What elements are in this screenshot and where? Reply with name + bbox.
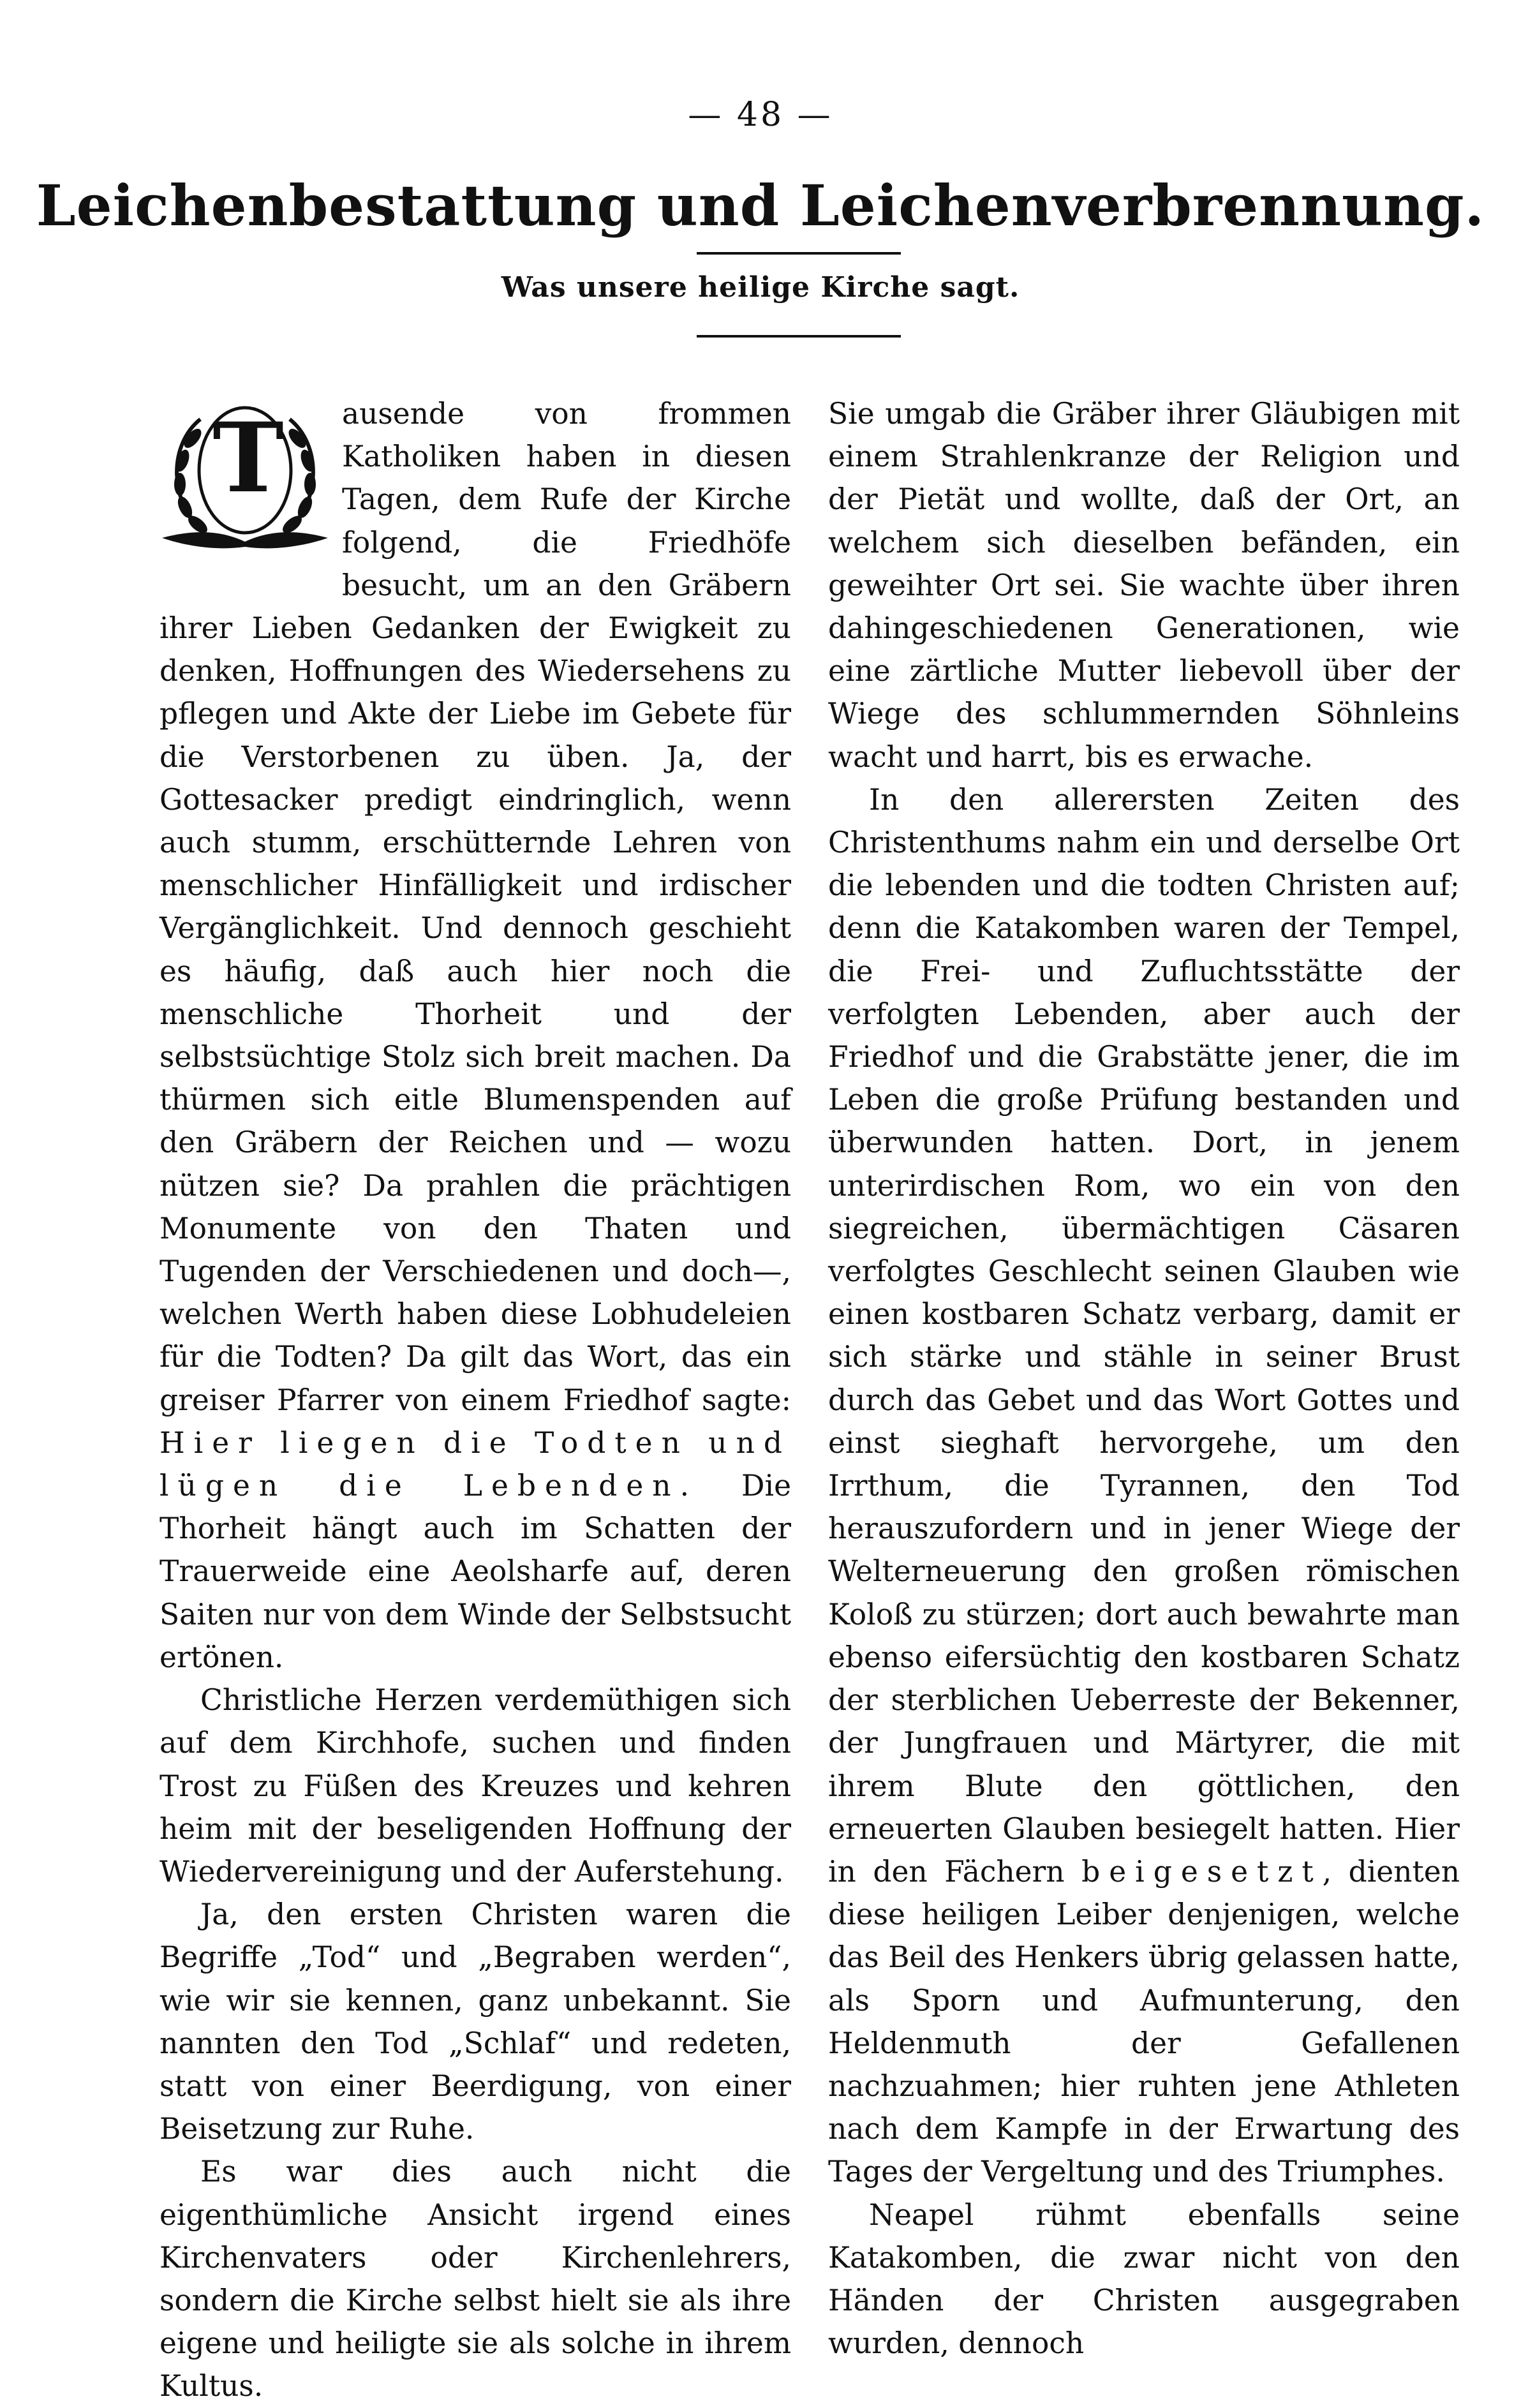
right-paragraph-3: Neapel rühmt ebenfalls seine Katakomben, die zwar nicht von den Händen der Christen ausgegraben wurden, dennoch bbox=[828, 2197, 1460, 2361]
right-paragraph-2-end: , dienten diese heiligen Leiber denjenigen, welche das Beil des Henkers übrig gelassen hatte, als Sporn und Aufmunterung, den Heldenmuth der Gefallenen nachzuahmen; hier ruhten jene Athleten nach dem Kampfe in der Erwartung des Tages der Vergeltung und des Triumphes. bbox=[828, 1854, 1460, 2189]
right-column bbox=[828, 392, 1460, 2365]
spaced-word: beigesetzt bbox=[1081, 1854, 1323, 1889]
left-paragraph-1 bbox=[160, 392, 791, 1679]
left-paragraph-1-end: Die Thorheit hängt auch im Schatten der Trauerweide eine Aeolsharfe auf, deren Saiten nur von dem Winde der Selbstsucht ertönen. bbox=[160, 1469, 791, 1674]
left-paragraph-2: Christliche Herzen verdemüthigen sich auf dem Kirchhofe, suchen und finden Trost zu Füßen des Kreuzes und kehren heim mit der beseligenden Hoffnung der Wiedervereinigung und der Auferstehung. bbox=[160, 1683, 791, 1889]
drop-cap bbox=[156, 394, 334, 565]
left-column bbox=[160, 392, 791, 2408]
right-paragraph-1: Sie umgab die Gräber ihrer Gläubigen mit einem Strahlenkranze der Religion und der Pietät und wollte, daß der Ort, an welchem sich dieselben befänden, ein geweihter Ort sei. Sie wachte über ihren dahingeschiedenen Generationen, wie eine zärtliche Mutter liebevoll über der Wiege des schlummernden Söhnleins wacht und harrt, bis es erwache. bbox=[828, 397, 1460, 774]
left-paragraph-1-start: ausende von frommen Katholiken haben in diesen Tagen, dem Rufe der Kirche folgend, die Friedhöfe besucht, um an den Gräbern ihrer Lieben Gedanken der Ewigkeit zu denken, Hoffnungen des Wiedersehens zu pflegen und Akte der Liebe im Gebete für die Verstorbenen zu üben. Ja, der Gottesacker predigt eindringlich, wenn auch stumm, erschütternde Lehren von menschlicher Hinfälligkeit und irdischer Vergänglichkeit. Und dennoch geschieht es häufig, daß auch hier noch die menschliche Thorheit und der selbstsüchtige Stolz sich breit machen. Da thürmen sich eitle Blumenspenden auf den Gräbern der Reichen und — wozu nützen sie? Da prahlen die prächtigen Monumente von den Thaten und Tugenden der Verschiedenen und doch—, welchen Werth haben diese Lobhudeleien für die Todten? Da gilt das Wort, das ein greiser Pfarrer von einem Friedhof sagte: bbox=[160, 397, 791, 1417]
left-paragraph-4: Es war dies auch nicht die eigenthümliche Ansicht irgend eines Kirchenvaters oder Kirchenlehrers, sondern die Kirche selbst hielt sie als ihre eigene und heiligte sie als solche in ihrem Kultus. bbox=[160, 2155, 791, 2404]
left-paragraph-3: Ja, den ersten Christen waren die Begriffe „Tod“ und „Begraben werden“, wie wir sie kennen, ganz unbekannt. Sie nannten den Tod „Schlaf“ und redeten, statt von einer Beerdigung, von einer Beisetzung zur Ruhe. bbox=[160, 1898, 791, 2146]
drop-cap-letter: T bbox=[212, 402, 284, 514]
subtitle-rule bbox=[697, 335, 901, 338]
right-paragraph-2 bbox=[828, 778, 1460, 2194]
right-paragraph-2-start: In den allerersten Zeiten des Christenthums nahm ein und derselbe Ort die lebenden und die todten Christen auf; denn die Katakomben waren der Tempel, die Frei- und Zufluchtsstätte der verfolgten Lebenden, aber auch der Friedhof und die Grabstätte jener, die im Leben die große Prüfung bestanden und überwunden hatten. Dort, in jenem unterirdischen Rom, wo ein von den siegreichen, übermächtigen Cäsaren verfolgtes Geschlecht seinen Glauben wie einen kostbaren Schatz verbarg, damit er sich stärke und stähle in seiner Brust durch das Gebet und das Wort Gottes und einst sieghaft hervorgehe, um den Irrthum, die Tyrannen, den Tod herauszufordern und in jener Wiege der Welterneuerung den großen römischen Koloß zu stürzen; dort auch bewahrte man ebenso eifersüchtig den kostbaren Schatz der sterblichen Ueberreste der Bekenner, der Jungfrauen und Märtyrer, die mit ihrem Blute den göttlichen, den erneuerten Glauben besiegelt hatten. Hier in den Fächern bbox=[828, 782, 1460, 1889]
article-title: Leichenbestattung und Leichenverbrennung. bbox=[36, 172, 1485, 239]
page-number: — 48 — bbox=[688, 96, 833, 134]
title-rule bbox=[697, 252, 901, 255]
spaced-quote: Hier liegen die Todten und lügen die Lebenden. bbox=[160, 1425, 791, 1503]
article-subtitle: Was unsere heilige Kirche sagt. bbox=[501, 271, 1020, 304]
